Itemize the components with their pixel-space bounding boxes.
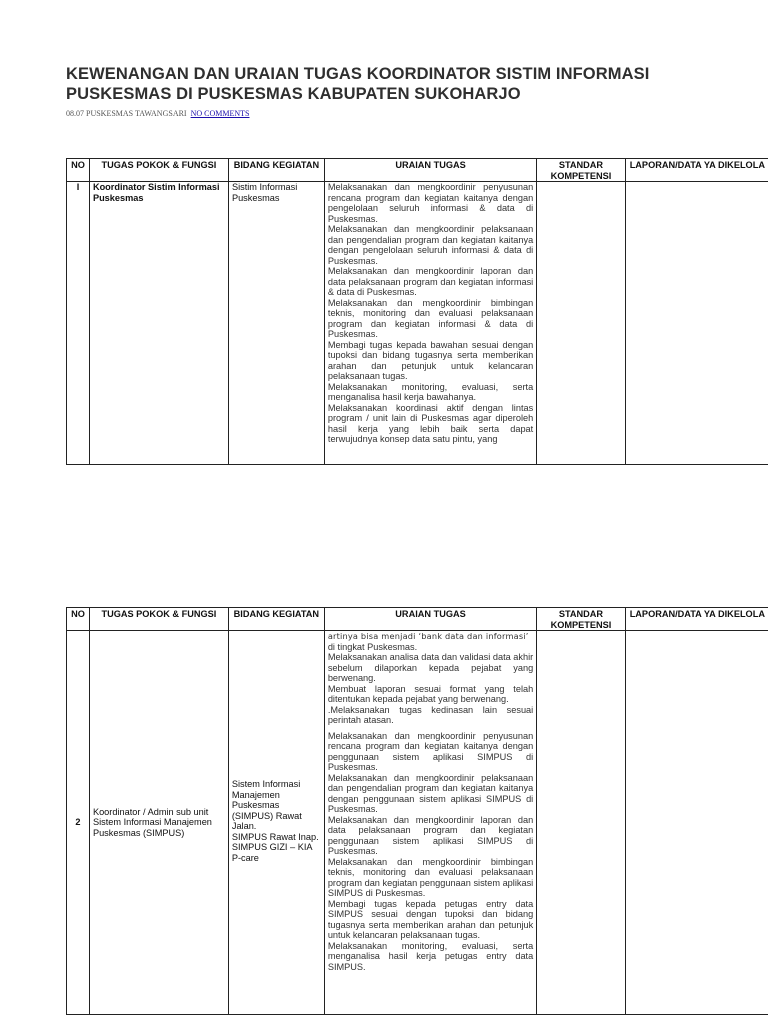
table-row bbox=[67, 182, 768, 465]
header-laporan: LAPORAN/DATA YA DIKELOLA bbox=[625, 159, 768, 182]
uraian-item: Membagi tugas kepada bawahan sesuai dengan tupoksi dan bidang tugasnya serta memberikan arahan dan petunjuk untuk kelancaran pelaksanaan tugas. bbox=[327, 339, 534, 381]
post-author: PUSKESMAS TAWANGSARI bbox=[86, 109, 187, 118]
uraian-item: di tingkat Puskesmas. bbox=[327, 641, 418, 652]
row-uraian bbox=[324, 631, 536, 1015]
post-meta bbox=[66, 109, 250, 118]
header-tugas: TUGAS POKOK & FUNGSI bbox=[89, 159, 228, 182]
header-standar: STANDAR KOMPETENSI bbox=[537, 159, 625, 182]
uraian-item: .Melaksanakan tugas kedinasan lain sesuai perintah atasan. bbox=[327, 704, 534, 725]
row-standar bbox=[537, 631, 625, 1015]
uraian-item: Melaksanakan dan mengkoordinir penyusunan rencana program dan kegiatan kaitanya dengan penggunaan sistem aplikasi SIMPUS di Puskesmas. bbox=[327, 730, 534, 772]
uraian-item: Melaksanakan analisa data dan validasi data akhir sebelum dilaporkan kepada pejabat yang berwenang. bbox=[327, 652, 534, 683]
uraian-item: Membuat laporan sesuai format yang telah ditentukan kepada pejabat yang berwenang. bbox=[327, 683, 534, 704]
uraian-item: Melaksanakan dan mengkoordinir pelaksanaan dan pengendalian program dan kegiatan kaitanya dengan penggunaan sistem aplikasi SIMPUS di Puskesmas. bbox=[327, 772, 534, 814]
uraian-item: Melaksanakan dan mengkoordinir laporan dan data pelaksanaan program dan kegiatan penggunaan sistem aplikasi SIMPUS di Puskesmas. bbox=[327, 814, 534, 856]
uraian-item: Melaksanakan dan mengkoordinir bimbingan teknis, monitoring dan evaluasi pelaksanaan program dan kegiatan penggunaan sistem aplikasi SIMPUS di Puskesmas. bbox=[327, 856, 534, 898]
row-no: 2 bbox=[67, 631, 90, 1015]
table-row bbox=[67, 631, 768, 1015]
header-bidang: BIDANG KEGIATAN bbox=[228, 608, 324, 631]
row-tugas: Koordinator Sistim Informasi Puskesmas bbox=[89, 182, 228, 465]
header-tugas: TUGAS POKOK & FUNGSI bbox=[89, 608, 228, 631]
row-laporan bbox=[625, 182, 768, 465]
header-no: NO bbox=[67, 159, 90, 182]
header-uraian: URAIAN TUGAS bbox=[324, 608, 536, 631]
uraian-item: Membagi tugas kepada petugas entry data SIMPUS sesuai dengan tupoksi dan bidang tugasnya serta memberikan arahan dan petunjuk untuk kelancaran pelaksanaan tugas. bbox=[327, 898, 534, 940]
bidang-line: SIMPUS Rawat Inap. bbox=[231, 831, 319, 842]
uraian-item: Melaksanakan dan mengkoordinir penyusunan rencana program dan kegiatan kaitanya dengan pengelolaan seluruh informasi & data di Puskesmas. bbox=[327, 182, 534, 224]
uraian-item: Melaksanakan dan mengkoordinir pelaksanaan dan pengendalian program dan kegiatan kaitanya dengan pengelolaan seluruh informasi & data di Puskesmas. bbox=[327, 224, 534, 266]
row-tugas: Koordinator / Admin sub unit Sistem Informasi Manajemen Puskesmas (SIMPUS) bbox=[89, 631, 228, 1015]
uraian-item: Melaksanakan monitoring, evaluasi, serta menganalisa hasil kerja petugas entry data SIMPUS. bbox=[327, 940, 534, 972]
header-standar: STANDAR KOMPETENSI bbox=[537, 608, 625, 631]
header-laporan: LAPORAN/DATA YA DIKELOLA bbox=[625, 608, 768, 631]
uraian-continuation: artinya bisa menjadi ‘bank data dan informasi’ bbox=[327, 631, 529, 641]
bidang-line: Sistem Informasi Manajemen Puskesmas (SIMPUS) Rawat Jalan. bbox=[231, 779, 302, 831]
tasks-table-2 bbox=[66, 607, 768, 1015]
bidang-line: SIMPUS GIZI – KIA bbox=[231, 842, 313, 852]
row-standar bbox=[537, 182, 625, 465]
header-no: NO bbox=[67, 608, 90, 631]
bidang-line: P-care bbox=[231, 852, 259, 863]
row-no: I bbox=[67, 182, 90, 465]
table-header-row bbox=[67, 159, 768, 182]
header-bidang: BIDANG KEGIATAN bbox=[228, 159, 324, 182]
tasks-table-1 bbox=[66, 158, 768, 465]
uraian-item: Melaksanakan dan mengkoordinir laporan dan data pelaksanaan program dan kegiatan informasi & data di Puskesmas. bbox=[327, 266, 534, 297]
uraian-item: Melaksanakan monitoring, evaluasi, serta menganalisa hasil kerja bawahanya. bbox=[327, 381, 534, 402]
row-bidang bbox=[228, 631, 324, 1015]
header-uraian: URAIAN TUGAS bbox=[324, 159, 536, 182]
uraian-item: Melaksanakan dan mengkoordinir bimbingan teknis, monitoring dan evaluasi pelaksanaan program dan kegiatan informasi & data di Puskesmas. bbox=[327, 297, 534, 339]
comments-link[interactable]: NO COMMENTS bbox=[190, 109, 250, 118]
row-uraian bbox=[324, 182, 536, 465]
post-time: 08.07 bbox=[66, 109, 84, 118]
row-laporan bbox=[625, 631, 768, 1015]
page-title: KEWENANGAN DAN URAIAN TUGAS KOORDINATOR SISTIM INFORMASI PUSKESMAS DI PUSKESMAS KABUPATEN SUKOHARJO bbox=[66, 65, 650, 103]
row-bidang: Sistim Informasi Puskesmas bbox=[228, 182, 324, 465]
uraian-item: Melaksanakan koordinasi aktif dengan lintas program / unit lain di Puskesmas agar diperoleh hasil kerja yang lebih baik serta dapat terwujudnya konsep data satu pintu, yang bbox=[327, 402, 534, 444]
table-header-row bbox=[67, 608, 768, 631]
